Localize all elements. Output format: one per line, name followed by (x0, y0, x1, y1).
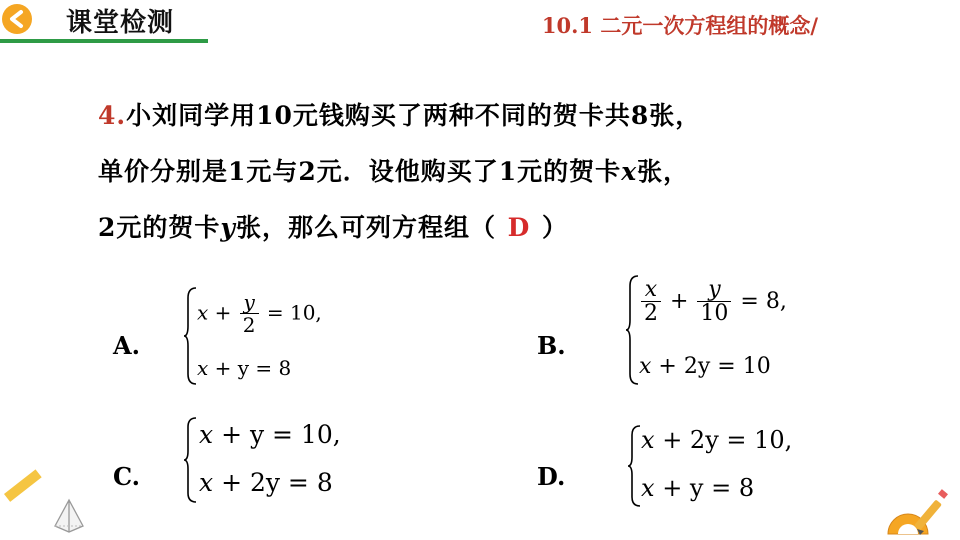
option-c-system (183, 416, 353, 504)
option-c-equation-1: x + y = 10, (199, 420, 341, 449)
option-a-system (183, 286, 333, 386)
ruler-icon (4, 469, 42, 502)
pyramid-icon (52, 498, 86, 534)
option-d-equation-1: x + 2y = 10, (641, 426, 793, 454)
header-underline (0, 39, 208, 43)
option-d-system (627, 424, 807, 508)
option-a-equation-1: x + $\frac{y}{2}$ = 10, (197, 290, 322, 337)
header-title: 课堂检测 (66, 8, 175, 38)
option-b-equation-1: $\frac{x}{2}$ + $\frac{y}{10}$ = 8, (639, 278, 787, 326)
question-line-1 (98, 96, 701, 132)
answer-letter: D (507, 213, 531, 242)
option-a-equation-2: x + y = 8 (197, 356, 292, 380)
left-brace-icon (183, 416, 199, 504)
option-d-equation-2: x + y = 8 (641, 474, 755, 502)
option-a-label[interactable]: A. (113, 331, 140, 360)
question-text-2b: 张， (637, 157, 690, 186)
arrow-badge-icon (2, 4, 32, 34)
question-text-1: 小刘同学用10元钱购买了两种不同的贺卡共8张， (126, 101, 702, 130)
question-text-3a: 2元的贺卡 (98, 213, 221, 242)
question-text-2a: 单价分别是1元与2元．设他购买了1元的贺卡 (98, 157, 622, 186)
option-b-equation-2: x + 2y = 10 (639, 354, 771, 379)
question-number: 4. (98, 101, 127, 130)
section-title: 10.1 二元一次方程组的概念/ (541, 13, 818, 38)
option-b-label[interactable]: B. (537, 331, 566, 360)
protractor-pencil-icon (884, 488, 956, 538)
question-text-3b: 张，那么可列方程组（ (235, 213, 496, 242)
variable-y: y (220, 213, 236, 242)
question-line-3 (98, 208, 568, 244)
option-c-label[interactable]: C. (113, 462, 141, 491)
variable-x: x (621, 157, 638, 186)
option-d-label[interactable]: D. (537, 462, 566, 491)
header-bar (0, 0, 960, 50)
option-b-system (625, 274, 795, 386)
question-line-2 (98, 152, 689, 188)
question-text-3c: ） (541, 213, 568, 242)
option-c-equation-2: x + 2y = 8 (199, 468, 333, 497)
